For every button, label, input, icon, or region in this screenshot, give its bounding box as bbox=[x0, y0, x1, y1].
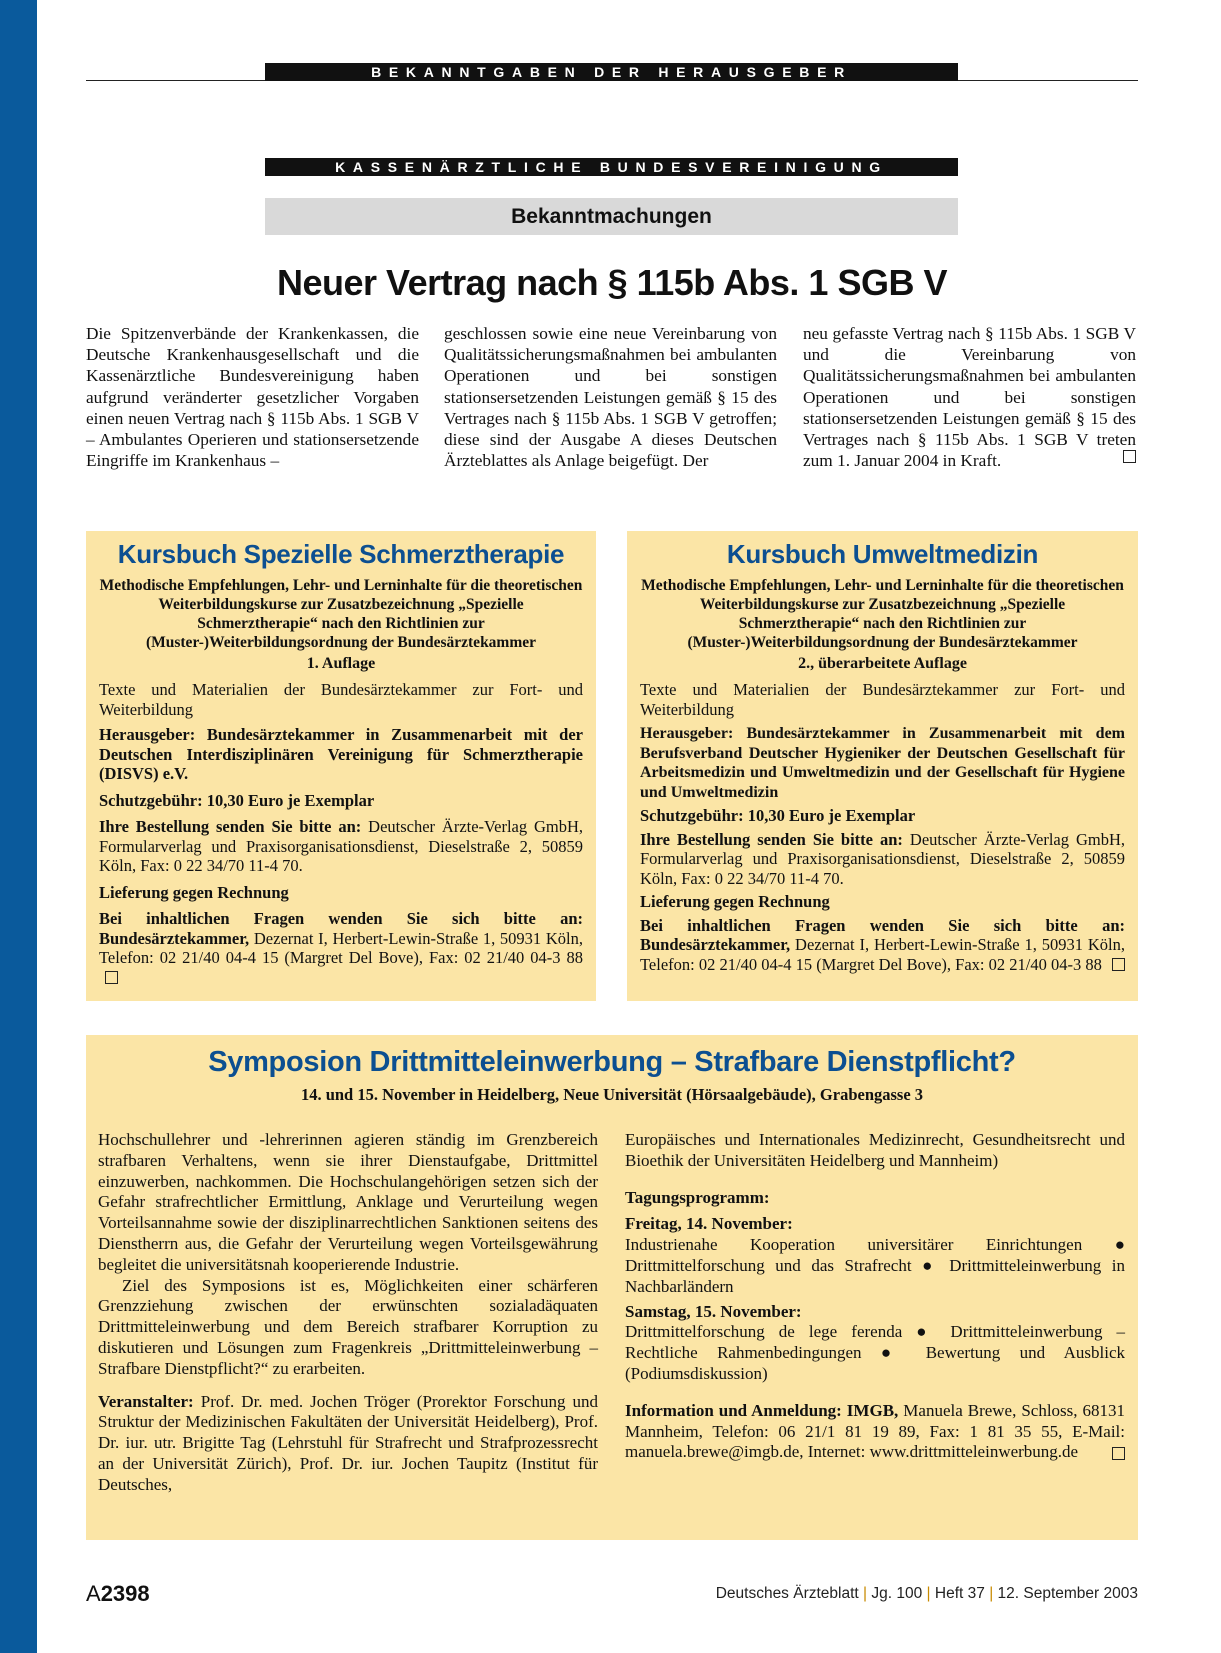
section-label: BEKANNTGABEN DER HERAUSGEBER bbox=[265, 63, 958, 81]
box-questions bbox=[99, 909, 583, 987]
journal-info: Deutsches Ärzteblatt | Jg. 100 | Heft 37 | 12. September 2003 bbox=[715, 1585, 1138, 1602]
box-questions-text: Dezernat I, Herbert-Lewin-Straße 1, 50931 Köln, Telefon: 02 21/40 04-4 15 (Margret Del Bove), Fax: 02 21/40 04-3 88 bbox=[640, 935, 1125, 974]
box-order-label: Ihre Bestellung senden Sie bitte an: bbox=[99, 817, 362, 836]
journal-name: Deutsches Ärzteblatt bbox=[715, 1585, 859, 1602]
symposion-column-1 bbox=[98, 1130, 598, 1496]
box-order-label: Ihre Bestellung senden Sie bitte an: bbox=[640, 829, 903, 849]
box-publisher: Herausgeber: Bundesärztekammer in Zusammenarbeit mit der Deutschen Interdisziplinären Vereinigung für Schmerztherapie (DISVS) e.V. bbox=[99, 725, 583, 783]
program-label: Tagungsprogramm: bbox=[625, 1187, 770, 1207]
journal-issue: Heft 37 bbox=[934, 1585, 985, 1602]
box-delivery: Lieferung gegen Rechnung bbox=[99, 882, 289, 902]
box-publisher: Herausgeber: Bundesärztekammer in Zusammenarbeit mit dem Berufsverband Deutscher Hygieniker der Deutschen Gesellschaft für Arbeitsmedizin und Umweltmedizin und der Gesellschaft für Hygiene und Umweltmedizin bbox=[640, 725, 1125, 801]
page-prefix: A bbox=[86, 1581, 101, 1606]
day1-label: Freitag, 14. November: bbox=[625, 1214, 793, 1234]
symposion-column-2 bbox=[625, 1130, 1125, 1463]
box-edition: 2., überarbeitete Auflage bbox=[798, 655, 967, 672]
symposion-para-2: Ziel des Symposions ist es, Möglichkeiten einer schärferen Grenzziehung zwischen der erwünschten sozialadäquaten Drittmitteleinwerbung und dem Bereich strafbarer Korruption zu diskutieren und Lösungen zum Fragenkreis „Drittmitteleinwerbung – Strafbare Dienstpflicht?“ zu erarbeiten. bbox=[98, 1275, 598, 1378]
article-column-3-text: neu gefasste Vertrag nach § 115b Abs. 1 SGB V und die Vereinbarung von Qualitätssicherungsmaßnahmen bei ambulanten Operationen und bei sonstigen stationsersetzenden Leistungen gemäß § 15 des Vertrages nach § 115b Abs. 1 SGB V treten zum 1. Januar 2004 in Kraft. bbox=[803, 324, 1136, 471]
box-texts: Texte und Materialien der Bundesärztekammer zur Fort- und Weiterbildung bbox=[99, 680, 583, 719]
box-subtitle: Methodische Empfehlungen, Lehr- und Lerninhalte für die theoretischen Weiterbildungskurse zur Zusatzbezeichnung „Spezielle Schmerztherapie“ nach den Richtlinien zur (Muster-)Weiterbildungsordnung der Bundesärztekammer bbox=[641, 577, 1124, 651]
box-symposion bbox=[86, 1035, 1138, 1540]
info bbox=[625, 1401, 1125, 1463]
journal-volume: Jg. 100 bbox=[871, 1585, 923, 1602]
end-mark-icon bbox=[1112, 958, 1125, 971]
box-edition: 1. Auflage bbox=[306, 655, 376, 672]
day2-label: Samstag, 15. November: bbox=[625, 1301, 802, 1321]
symposion-title: Symposion Drittmitteleinwerbung – Strafbare Dienstpflicht? bbox=[208, 1046, 1016, 1078]
article-column-2: geschlossen sowie eine neue Vereinbarung von Qualitätssicherungsmaßnahmen bei ambulanten Operationen und bei sonstigen stationsersetzenden Leistungen gemäß § 15 des Vertrages nach § 115b Abs. 1 SGB V getroffen; diese sind der Ausgabe A dieses Deutschen Ärzteblattes als Anlage beigefügt. Der bbox=[444, 324, 777, 471]
end-mark-icon bbox=[1112, 1447, 1125, 1460]
box-questions-label: Bei inhaltlichen Fragen wenden Sie sich bitte an: Bundesärztekammer, bbox=[640, 915, 1125, 954]
box-schmerztherapie bbox=[86, 531, 596, 1001]
box-order bbox=[640, 830, 1125, 889]
symposion-organizer bbox=[98, 1392, 598, 1496]
org-label: KASSENÄRZTLICHE BUNDESVEREINIGUNG bbox=[265, 158, 958, 176]
page-number-value: 2398 bbox=[100, 1581, 150, 1606]
end-mark-icon bbox=[1123, 450, 1136, 463]
box-questions-text: Dezernat I, Herbert-Lewin-Straße 1, 50931 Köln, Telefon: 02 21/40 04-4 15 (Margret Del Bove), Fax: 02 21/40 04-3 88 bbox=[99, 928, 584, 967]
box-delivery: Lieferung gegen Rechnung bbox=[640, 892, 830, 911]
box-title: Kursbuch Spezielle Schmerztherapie bbox=[117, 539, 565, 569]
category-bar: Bekanntmachungen bbox=[265, 198, 958, 235]
organizer-label: Veranstalter: bbox=[98, 1391, 194, 1411]
box-order bbox=[99, 817, 583, 876]
symposion-col2-cont: Europäisches und Internationales Medizinrecht, Gesundheitsrecht und Bioethik der Universitäten Heidelberg und Mannheim) bbox=[625, 1130, 1125, 1170]
box-fee: Schutzgebühr: 10,30 Euro je Exemplar bbox=[99, 790, 375, 810]
box-title: Kursbuch Umweltmedizin bbox=[726, 539, 1039, 569]
info-text: Manuela Brewe, Schloss, 68131 Mannheim, Telefon: 06 21/1 81 19 89, Fax: 1 81 35 55, E-Mail: manuela.brewe@imgb.de, Internet: www.drittmitteleinwerbung.de bbox=[625, 1400, 1125, 1462]
end-mark-icon bbox=[105, 971, 118, 984]
box-fee: Schutzgebühr: 10,30 Euro je Exemplar bbox=[640, 806, 916, 825]
info-label: Information und Anmeldung: IMGB, bbox=[625, 1400, 899, 1420]
article-column-3 bbox=[803, 323, 1136, 471]
box-order-text: Deutscher Ärzte-Verlag GmbH, Formularverlag und Praxisorganisationsdienst, Dieselstraße 2, 50859 Köln, Fax: 0 22 34/70 11-4 70. bbox=[99, 817, 584, 875]
organizer-text: Prof. Dr. med. Jochen Tröger (Prorektor Forschung und Struktur der Medizinischen Fakultäten der Universität Heidelberg), Prof. Dr. iur. utr. Brigitte Tag (Lehrstuhl für Strafrecht und Strafprozessrecht an der Universität Zürich), Prof. Dr. iur. Jochen Taupitz (Institut für Deutsches, bbox=[98, 1391, 599, 1494]
article-title: Neuer Vertrag nach § 115b Abs. 1 SGB V bbox=[277, 262, 947, 303]
symposion-subtitle: 14. und 15. November in Heidelberg, Neue Universität (Hörsaalgebäude), Grabengasse 3 bbox=[300, 1085, 924, 1104]
page-number bbox=[86, 1581, 150, 1607]
article-column-1: Die Spitzenverbände der Krankenkassen, die Deutsche Krankenhausgesellschaft und die Kassenärztliche Bundesvereinigung haben aufgrund veränderter gesetzlicher Vorgaben einen neuen Vertrag nach § 115b Abs. 1 SGB V – Ambulantes Operieren und stationsersetzende Eingriffe im Krankenhaus – bbox=[86, 324, 419, 471]
box-subtitle: Methodische Empfehlungen, Lehr- und Lerninhalte für die theoretischen Weiterbildungskurse zur Zusatzbezeichnung „Spezielle Schmerztherapie“ nach den Richtlinien zur (Muster-)Weiterbildungsordnung der Bundesärztekammer bbox=[99, 577, 583, 651]
symposion-para-1: Hochschullehrer und -lehrerinnen agieren ständig im Grenzbereich strafbaren Verhaltens, wenn sie ihrer Dienstaufgabe, Drittmittel einzuwerben, nachkommen. Die Hochschulangehörigen setzen sich der Gefahr strafrechtlicher Ermittlung, Anklage und Verurteilung wegen Vorteilsannahme sowie der disziplinarrechtlichen Sanktionen seitens des Dienstherrn aus, die Gefahr der Verurteilung wegen Vorteilsgewährung begleitet die universitätsnah kooperierende Industrie. bbox=[98, 1130, 598, 1274]
day1-text: Industrienahe Kooperation universitärer Einrichtungen ● Drittmittelforschung und das Strafrecht ● Drittmitteleinwerbung in Nachbarländern bbox=[625, 1235, 1125, 1296]
box-questions bbox=[640, 916, 1125, 975]
journal-date: 12. September 2003 bbox=[997, 1585, 1138, 1602]
day2-text: Drittmittelforschung de lege ferenda ● Drittmitteleinwerbung – Rechtliche Rahmenbedingungen ● Bewertung und Ausblick (Podiumsdiskussion) bbox=[625, 1322, 1125, 1383]
box-umweltmedizin bbox=[627, 531, 1138, 1001]
page-spine bbox=[0, 0, 37, 1653]
box-texts: Texte und Materialien der Bundesärztekammer zur Fort- und Weiterbildung bbox=[640, 680, 1125, 719]
box-questions-label: Bei inhaltlichen Fragen wenden Sie sich bitte an: Bundesärztekammer, bbox=[99, 909, 583, 948]
box-order-text: Deutscher Ärzte-Verlag GmbH, Formularverlag und Praxisorganisationsdienst, Dieselstraße 2, 50859 Köln, Fax: 0 22 34/70 11-4 70. bbox=[640, 829, 1126, 888]
